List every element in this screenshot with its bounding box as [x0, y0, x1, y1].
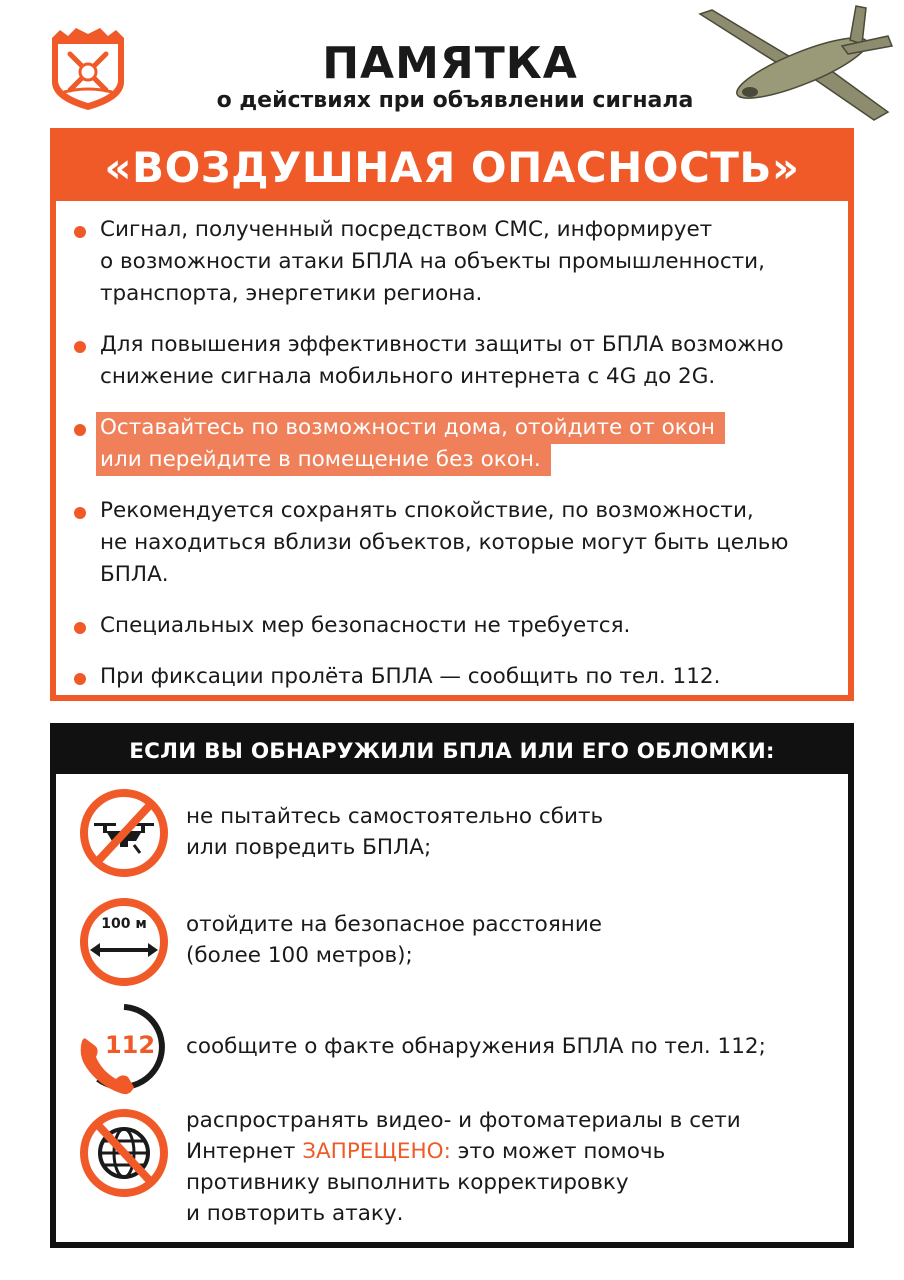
found-drone-title: ЕСЛИ ВЫ ОБНАРУЖИЛИ БПЛА ИЛИ ЕГО ОБЛОМКИ:: [56, 729, 848, 774]
distance-label: 100 м: [101, 916, 147, 932]
coat-of-arms-logo: [48, 26, 128, 112]
list-item: Сигнал, полученный посредством СМС, информирует о возможности атаки БПЛА на объекты промышленности, транспорта, энергетики региона.: [74, 214, 844, 310]
phone-number-label: 112: [104, 1031, 156, 1059]
list-item: Рекомендуется сохранять спокойствие, по возможности, не находиться вблизи объектов, которые могут быть целью БПЛА.: [74, 495, 844, 591]
list-item: Для повышения эффективности защиты от БПЛА возможно снижение сигнала мобильного интернета с 4G до 2G.: [74, 329, 844, 393]
distance-100m-icon: [78, 896, 170, 988]
bullet-dot-icon: [74, 507, 86, 519]
bullet-dot-icon: [74, 424, 86, 436]
list-item: Специальных мер безопасности не требуется.: [74, 610, 844, 642]
bullet-dot-icon: [74, 622, 86, 634]
phone-112-icon: [78, 1001, 170, 1093]
bullet-dot-icon: [74, 226, 86, 238]
page-subtitle: о действиях при объявлении сигнала: [216, 88, 694, 113]
alert-bullet-list: [74, 214, 844, 712]
forbidden-label: ЗАПРЕЩЕНО:: [302, 1139, 451, 1164]
highlight-line: Оставайтесь по возможности дома, отойдите от окон: [96, 412, 725, 444]
page-title: ПАМЯТКА: [322, 38, 578, 89]
highlight-line: или перейдите в помещение без окон.: [96, 444, 551, 476]
bullet-dot-icon: [74, 341, 86, 353]
alert-title: «ВОЗДУШНАЯ ОПАСНОСТЬ»: [56, 134, 848, 201]
bullet-dot-icon: [74, 673, 86, 685]
no-internet-icon: [78, 1107, 170, 1199]
alert-section: [50, 128, 854, 701]
found-drone-section: ЕСЛИ ВЫ ОБНАРУЖИЛИ БПЛА ИЛИ ЕГО ОБЛОМКИ: не пытайтесь самостоятельно сбить или повредить БПЛА; 100 м отойдите на безопасное расстояние (более 100 метров); 112 сообщите о факте обнаружения БПЛА по тел. 112; распространять видео- и фотоматериалы в сети Интернет ЗАПРЕЩЕНО: это может помочь противнику выполнить корректировку и повторить атаку.: [50, 723, 854, 1248]
no-drone-icon: [78, 787, 170, 879]
list-item: При фиксации пролёта БПЛА — сообщить по тел. 112.: [74, 661, 844, 693]
list-item-highlighted: [74, 412, 844, 476]
